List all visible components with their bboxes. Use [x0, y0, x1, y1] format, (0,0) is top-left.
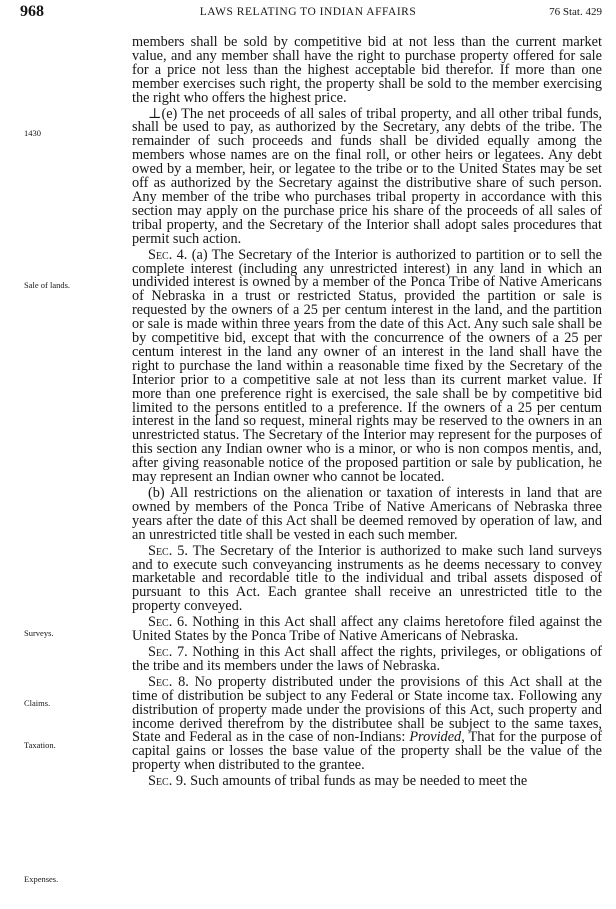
margin-note-sale-of-lands: Sale of lands.: [24, 280, 71, 290]
margin-note-1430: 1430: [24, 128, 41, 138]
section-6-paragraph: [132, 616, 602, 644]
margin-note-taxation: Taxation.: [24, 740, 56, 750]
page-number: 968: [20, 3, 44, 20]
section-8-label: Sec. 8.: [148, 673, 189, 690]
paragraph-e-net-proceeds: ⊥(e) The net proceeds of all sales of tribal property, and all other tribal funds, shall be used to pay, as authorized by the Secretary, any debts of the tribe. The remainder of such proceeds and funds shall be divided equally among the members whose names are on the final roll, or other heirs or legatees. Any debt owed by a member, heir, or legatee to the tribe or to the United States may be set off as authorized by the Secretary against the distributive share of such person. Any member of the tribe who purchases tribal property in accordance with this section may apply on the purchase price his share of the proceeds of all sales of tribal property, and the Secretary of the Interior shall adopt sales procedures that permit such action.: [132, 105, 602, 247]
section-7-text: Nothing in this Act shall affect the rights, privileges, or obligations of the tribe and its members under the laws of Nebraska.: [132, 643, 602, 674]
margin-note-expenses: Expenses.: [24, 874, 59, 884]
paragraph-b-restrictions: (b) All restrictions on the alienation or taxation of interests in land that are owned by members of the Ponca Tribe of Native Americans of Nebraska three years after the date of this Act shall be deemed removed by operation of law, and an unrestricted title shall be vested in each such member.: [132, 485, 602, 543]
section-9-label: Sec. 9.: [148, 773, 187, 790]
section-7-label: Sec. 7.: [148, 643, 188, 660]
margin-note-claims: Claims.: [24, 698, 51, 708]
section-8-text-a: No property distributed under the provisions of this Act shall at the time of distribution be subject to any Federal or State income tax. Following any distribution of property made under the provisions of this Act, such property and income derived therefrom by the distributee shall be subject to the same taxes, State and Federal as in the case of non-Indians:: [132, 673, 602, 746]
section-4-label: Sec. 4.: [148, 246, 188, 263]
section-8-provided: Provided,: [409, 729, 465, 746]
section-5-text: The Secretary of the Interior is authorized to make such land surveys and to execute such conveyancing instruments as he deems necessary to convey marketable and recordable title to the individual and tribal assets disposed of pursuant to this Act. Each grantee shall receive an unrestricted title to the property conveyed.: [132, 542, 602, 615]
section-5-paragraph: [132, 542, 602, 615]
running-header-title: LAWS RELATING TO INDIAN AFFAIRS: [199, 6, 417, 18]
section-5-label: Sec. 5.: [148, 542, 188, 559]
section-6-text: Nothing in this Act shall affect any claims heretofore filed against the United States by the Ponca Tribe of Native Americans of Nebraska.: [132, 614, 602, 645]
section-4-paragraph: [132, 246, 602, 486]
statute-reference: 76 Stat. 429: [549, 6, 602, 18]
section-9-text: Such amounts of tribal funds as may be needed to meet the: [186, 773, 528, 790]
section-4-text: (a) The Secretary of the Interior is authorized to partition or to sell the complete interest (including any unrestricted interest) in any land in which an undivided interest is owned by a member of the Ponca Tribe of Native Americans of Nebraska in a trust or restricted Status, provided the partition or sale is requested by the owners of a 25 per centum interest in the land, and the partition or sale is made within three years from the date of this Act. Any such sale shall be by competitive bid, except that with the concurrence of the owners of a 25 per centum interest in the land any owner of an interest in the land shall have the right to purchase the land within a reasonable time fixed by the Secretary of the Interior prior to a competitive sale at not less than its current market value. If more than one preference right is exercised, the sale shall be by competitive bid limited to the persons entitled to a preference. If the owners of a 25 per centum interest in the land so request, mineral rights may be reserved to the owners in an unrestricted status. The Secretary of the Interior may represent for the purposes of this section any Indian owner who is a minor, or who is non compos mentis, and, after giving reasonable notice of the proposed partition or sale by publication, he may represent an Indian owner who cannot be located.: [132, 246, 602, 486]
paragraph-continuation: members shall be sold by competitive bid at not less than the current market value, and any member shall have the right to purchase property offered for sale for a price not less than the highest acceptable bid therefor. If more than one member exercises such right, the property shall be sold to the member exercising the right who offers the highest price.: [132, 34, 602, 106]
section-7-paragraph: [132, 643, 602, 674]
body-text: [132, 36, 602, 789]
section-8-paragraph: [132, 673, 603, 774]
section-8-text-b: That for the purpose of capital gains or losses the base value of the property shall be the value of the property when distributed to the grantee.: [132, 729, 603, 774]
section-9-paragraph: [132, 775, 602, 789]
margin-note-surveys: Surveys.: [24, 628, 54, 638]
section-6-label: Sec. 6.: [148, 614, 188, 631]
